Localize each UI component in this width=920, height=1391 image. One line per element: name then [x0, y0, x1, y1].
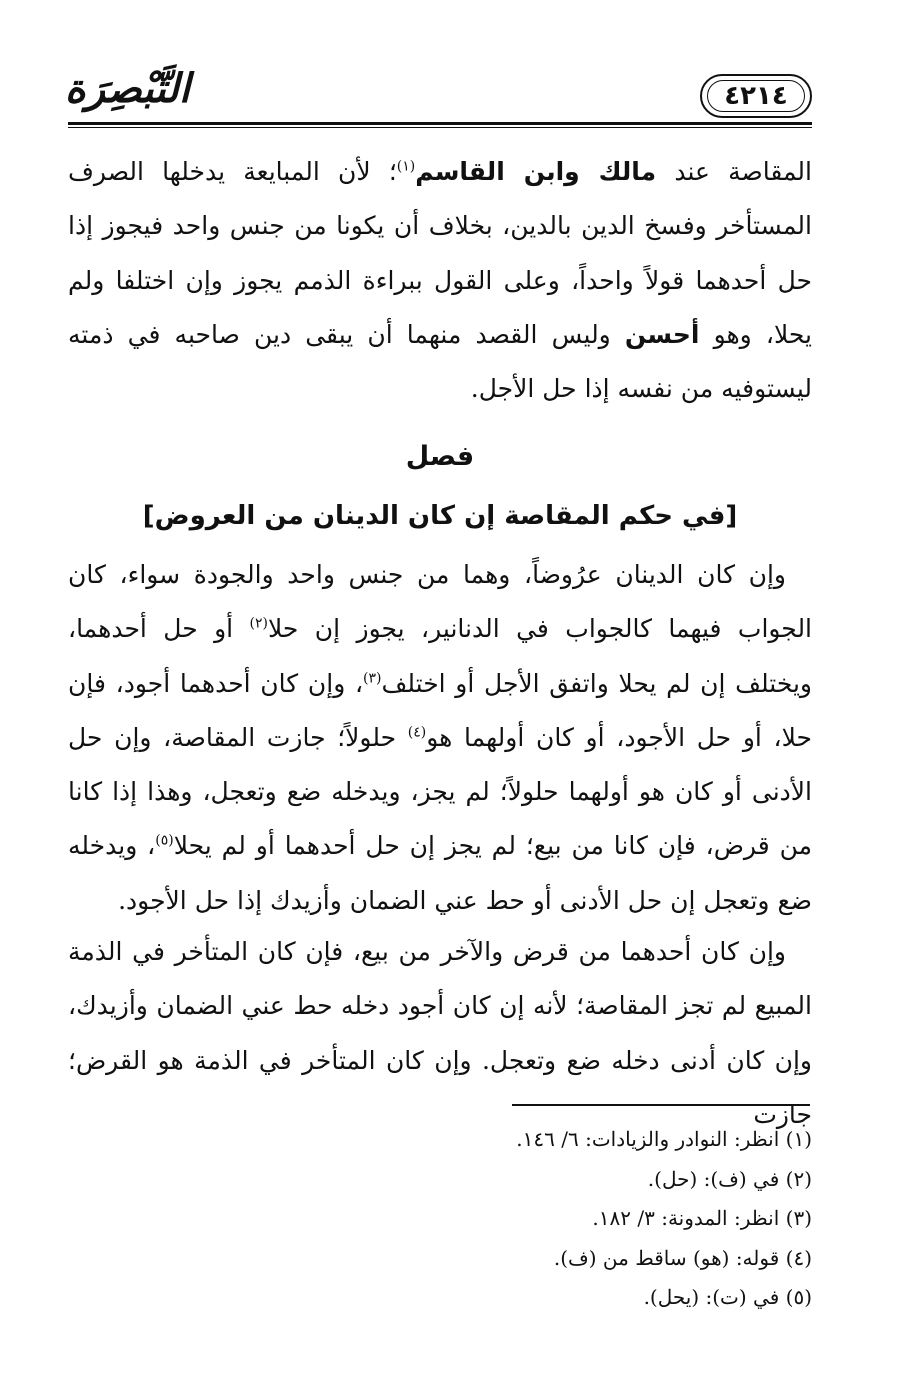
footnote-5: (٥) في (ت): (يحل). [643, 1285, 812, 1309]
footnote-ref-4: (٤) [407, 724, 427, 741]
footnote-4: (٤) قوله: (هو) ساقط من (ف). [553, 1245, 812, 1270]
footnote-separator [512, 1104, 810, 1106]
footnote-1: (١) انظر: النوادر والزيادات: ٦/ ١٤٦. [516, 1127, 812, 1151]
bold-word-ahsan: أحسن [624, 319, 700, 349]
paragraph-2-text-e: ، ويدخله ضع وتعجل إن حل الأدنى أو حط عني الضمان وأزيدك إذا حل الأجود. [68, 831, 812, 915]
paragraph-2 [68, 548, 812, 928]
page-header [64, 58, 812, 128]
paragraph-2-text-b: أو حل أحدهما، ويختلف إن لم يحلا واتفق الأجل أو اختلف [68, 614, 812, 698]
paragraph-1-text-b: ؛ لأن المبايعة يدخلها الصرف المستأخر وفسخ الدين بالدين، بخلاف أن يكونا من جنس واحد فيجوز إذا حل أحدهما قولاً واحداً، وعلى القول ببراءة الذمم يجوز وإن اختلفا ولم يحلا، وهو [68, 157, 812, 349]
footnotes-list [68, 1120, 812, 1318]
paragraph-3: وإن كان أحدهما من قرض والآخر من بيع، فإن كان المتأخر في الذمة المبيع لم تجز المقاصة؛ لأنه إن كان أجود دخله حط عني الضمان وأزيدك، وإن كان أدنى دخله ضع وتعجل. وإن كان المتأخر في الذمة هو القرض؛ جازت [68, 937, 812, 1129]
footnote-2: (٢) في (ف): (حل). [647, 1166, 812, 1191]
paragraph-2-text-c: ، وإن كان أحدهما أجود، فإن حلا، أو حل الأجود، أو كان أولهما هو [68, 668, 812, 752]
header-rule [68, 122, 812, 125]
footnote-ref-1: (١) [396, 158, 416, 175]
paragraph-1 [68, 145, 812, 416]
footnote-ref-5: (٥) [155, 833, 174, 850]
paragraph-2-text-a: وإن كان الدينان عرُوضاً، وهما من جنس واحد والجودة سواء، كان الجواب فيهما كالجواب في الدنانير، يجوز إن حلا [68, 560, 813, 644]
paragraph-2-text-d: حلولاً؛ جازت المقاصة، وإن حل الأدنى أو كان هو أولهما حلولاً؛ لم يجز، ويدخله ضع وتعجل، وهذا إذا كانا من قرض، فإن كانا من بيع؛ لم يجز إن حل أحدهما أو لم يحلا [68, 722, 812, 861]
section-subtitle: [في حكم المقاصة إن كان الدينان من العروض] [142, 501, 738, 531]
paragraph-1-text-a: المقاصة عند [656, 157, 812, 186]
footnote-ref-3: (٣) [363, 670, 382, 687]
footnote-ref-2: (٢) [249, 615, 268, 632]
bold-name-malik-ibn-alqasim: مالك وابن القاسم [415, 157, 657, 186]
book-title: التَّبْصِرَة [64, 66, 190, 112]
header-rule-thin [68, 127, 812, 128]
page-number: ٤٢١٤ [724, 81, 788, 111]
footnote-3: (٣) انظر: المدونة: ٣/ ١٨٢. [592, 1206, 812, 1230]
paragraph-1-text-c: وليس القصد منهما أن يبقى دين صاحبه في ذمته ليستوفيه من نفسه إذا حل الأجل. [68, 319, 812, 404]
page-number-frame [700, 74, 812, 118]
section-title: فصل [405, 441, 475, 472]
